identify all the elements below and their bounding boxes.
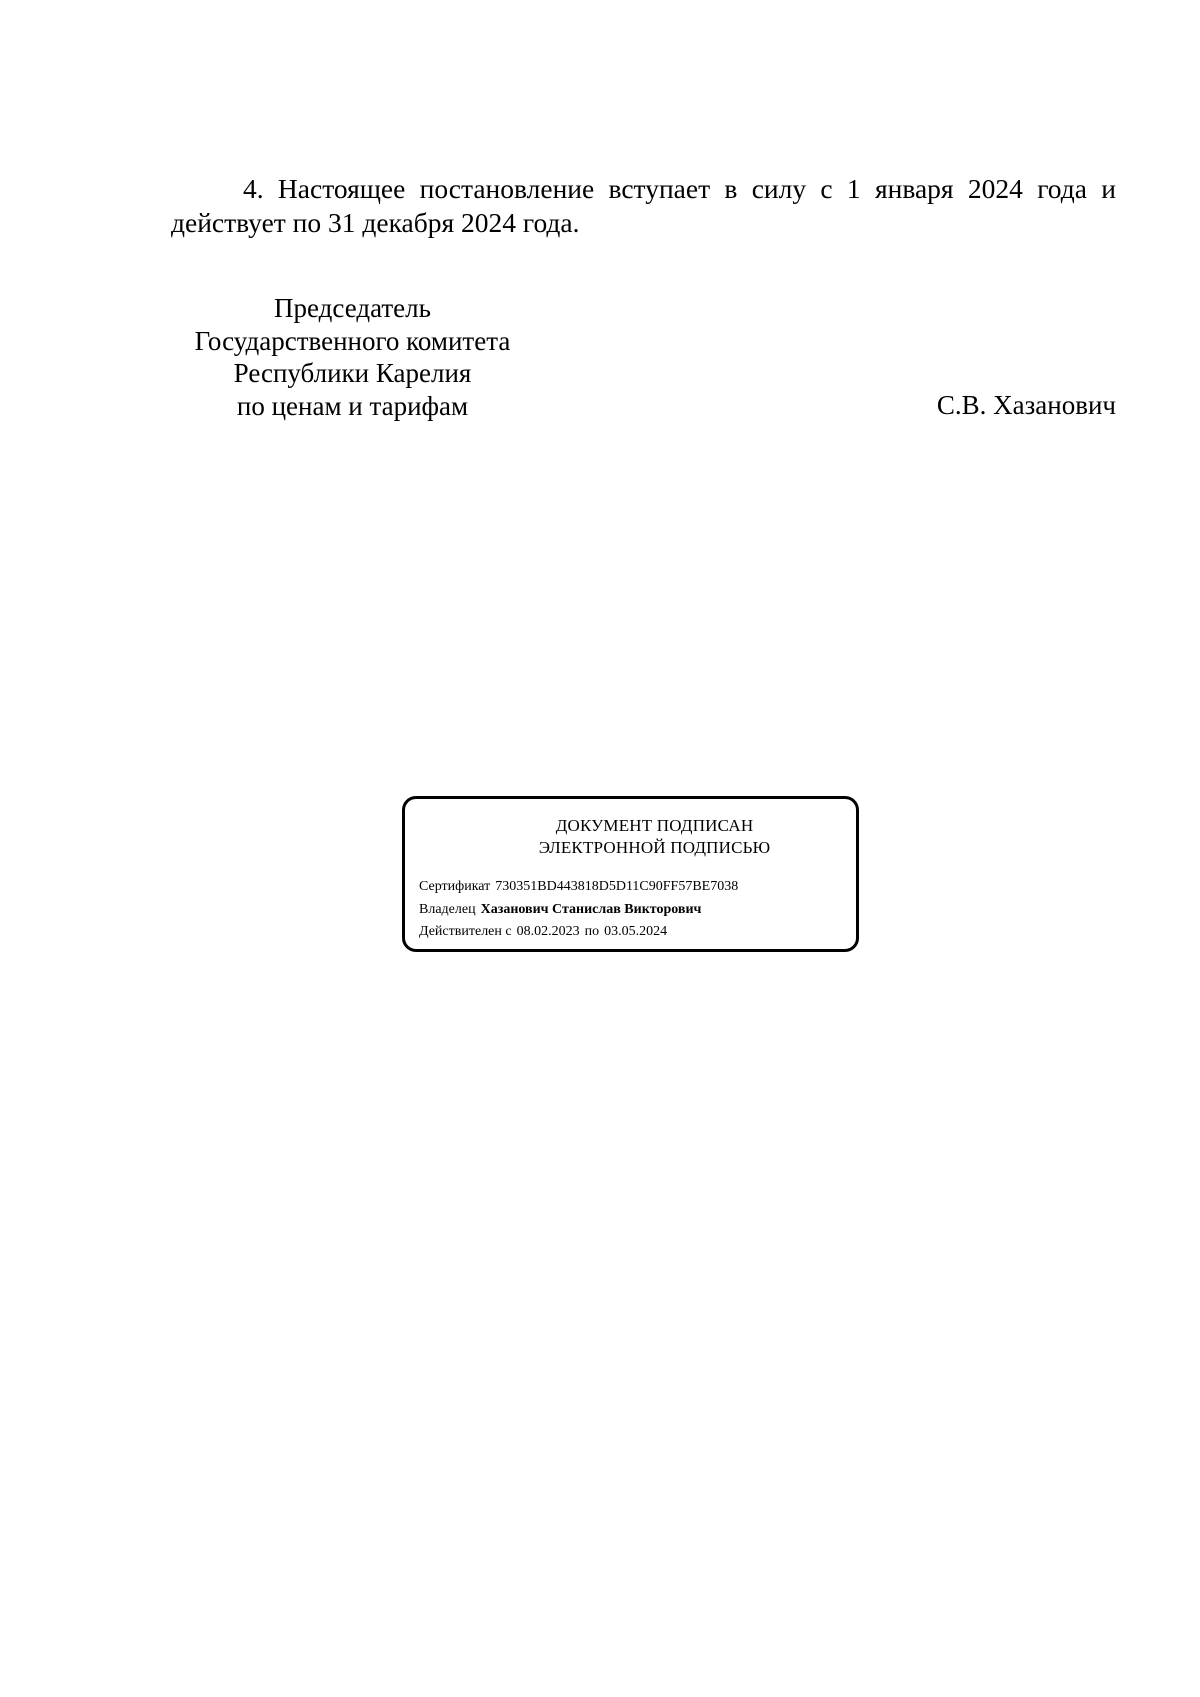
valid-label: Действителен с	[419, 924, 512, 939]
stamp-title-line2: ЭЛЕКТРОННОЙ ПОДПИСЬЮ	[538, 837, 771, 857]
valid-to-label: по	[584, 924, 600, 939]
valid-to: 03.05.2024	[604, 924, 668, 939]
owner-row	[419, 899, 738, 922]
body-paragraph	[171, 172, 1116, 240]
valid-from: 08.02.2023	[516, 924, 580, 939]
signer-title-line: Председатель	[274, 293, 431, 323]
signer-title-block	[180, 292, 525, 422]
stamp-title-line1: ДОКУМЕНТ ПОДПИСАН	[555, 816, 754, 835]
certificate-label: Сертификат	[419, 879, 491, 894]
signer-title-line: Государственного комитета	[194, 325, 511, 356]
signer-title-line: по ценам и тарифам	[236, 390, 469, 421]
paragraph-text: 4. Настоящее постановление вступает в силу с 1 января 2024 года и действует по 31 декабря 2024 года.	[171, 173, 1116, 238]
electronic-signature-stamp	[402, 796, 859, 952]
stamp-title	[405, 815, 856, 858]
owner-label: Владелец	[419, 901, 476, 917]
signer-title-line: Республики Карелия	[233, 358, 472, 388]
certificate-row	[419, 876, 738, 899]
owner-value: Хазанович Станислав Викторович	[480, 901, 702, 917]
signer-name: С.В. Хазанович	[936, 390, 1116, 420]
certificate-value: 730351BD443818D5D11C90FF57BE7038	[495, 879, 739, 894]
stamp-details	[419, 876, 738, 944]
validity-row	[419, 921, 738, 944]
